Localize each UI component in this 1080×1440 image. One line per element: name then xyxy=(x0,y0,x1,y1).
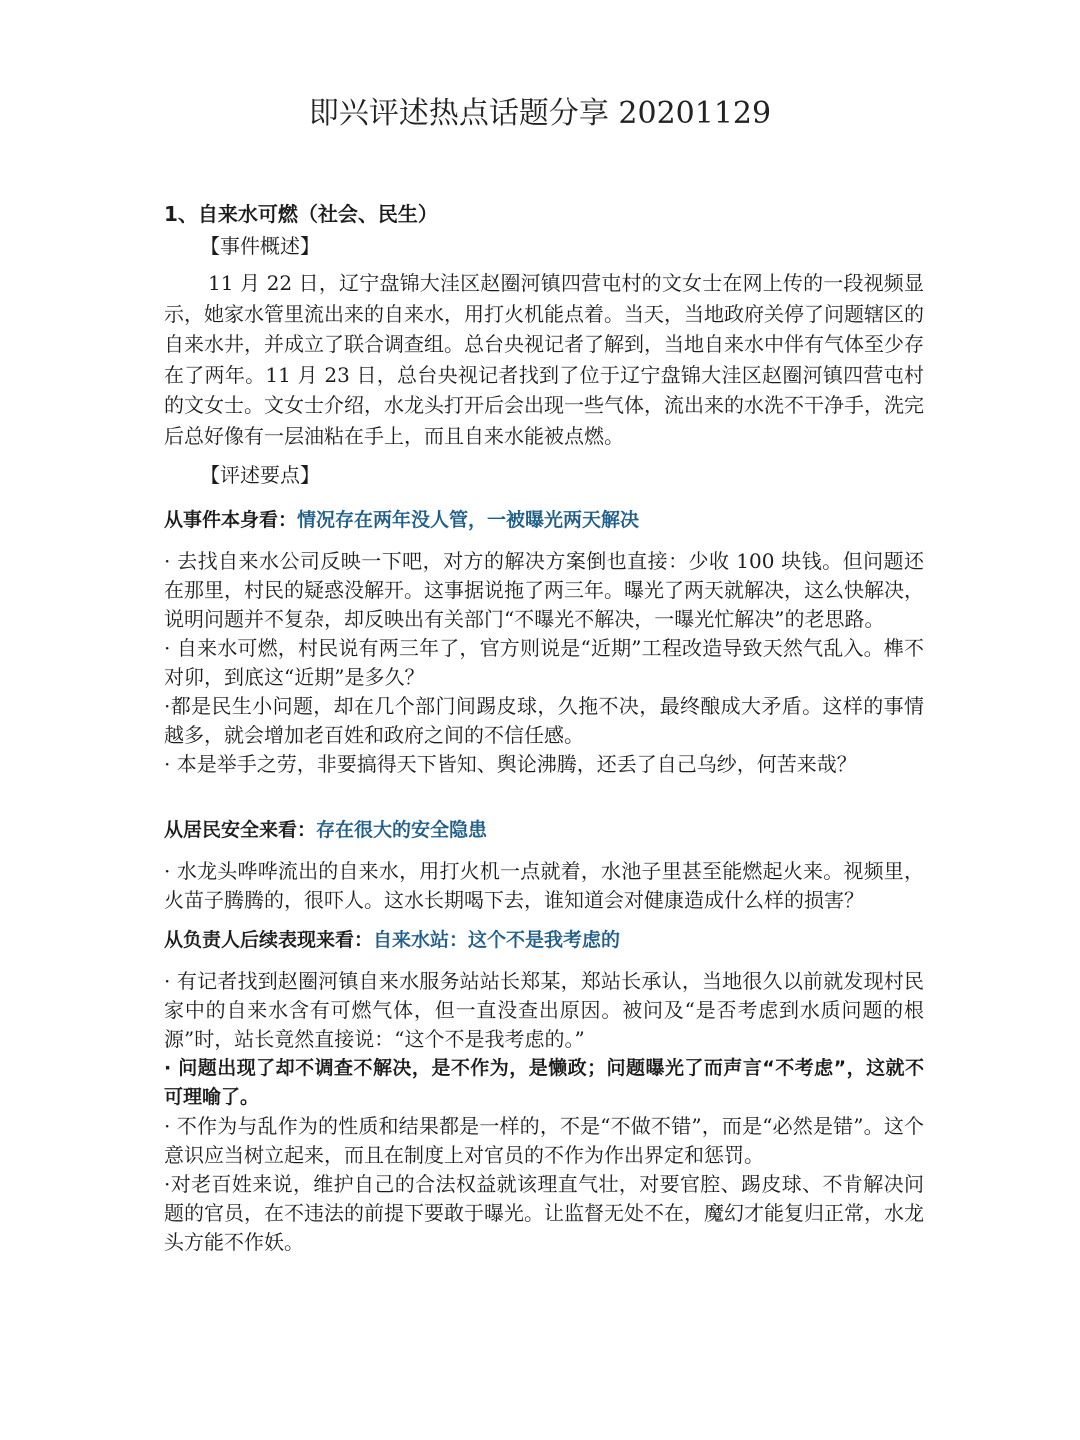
bullet-item: · 去找自来水公司反映一下吧，对方的解决方案倒也直接：少收 100 块钱。但问题还在那里，村民的疑惑没解开。这事据说拖了两三年。曝光了两天就解决，这么快解决，说明问题并不复杂，却反映出有关部门“不曝光不解决，一曝光忙解决”的老思路。 xyxy=(164,549,924,631)
bullet-item: ·对老百姓来说，维护自己的合法权益就该理直气壮，对要官腔、踢皮球、不肯解决问题的官员，在不违法的前提下要敢于曝光。让监督无处不在，魔幻才能复归正常，水龙头方能不作妖。 xyxy=(164,1172,924,1254)
section-heading: 1、自来水可燃（社会、民生） xyxy=(164,202,438,226)
bullet-item: · 本是举手之劳，非要搞得天下皆知、舆论沸腾，还丢了自己乌纱，何苦来哉？ xyxy=(164,752,857,776)
bullet-item: · 水龙头哗哗流出的自来水，用打火机一点就着，水池子里甚至能燃起火来。视频里，火苗子腾腾的，很吓人。这水长期喝下去，谁知道会对健康造成什么样的损害？ xyxy=(164,859,924,912)
bullet-item: · 不作为与乱作为的性质和结果都是一样的，不是“不做不错”，而是“必然是错”。这个意识应当树立起来，而且在制度上对官员的不作为作出界定和惩罚。 xyxy=(164,1114,924,1167)
bullet-item: · 有记者找到赵圈河镇自来水服务站站长郑某，郑站长承认，当地很久以前就发现村民家中的自来水含有可燃气体，但一直没查出原因。被问及“是否考虑到水质问题的根源”时，站长竟然直接说：“这个不是我考虑的。” xyxy=(164,969,924,1051)
subheading-highlight: 自来水站：这个不是我考虑的 xyxy=(373,929,621,951)
overview-label: 【事件概述】 xyxy=(200,234,320,258)
points-label: 【评述要点】 xyxy=(200,463,320,487)
subheading-lead: 从事件本身看： xyxy=(164,509,298,531)
document-title: 即兴评述热点话题分享 20201129 xyxy=(308,96,772,131)
bullet-item: · 自来水可燃，村民说有两三年了，官方则说是“近期”工程改造导致天然气乱入。榫不对卯，到底这“近期”是多久？ xyxy=(164,636,924,689)
subheading-safety xyxy=(164,815,924,845)
subheading-event xyxy=(164,505,924,535)
overview-paragraph: 11 月 22 日，辽宁盘锦大洼区赵圈河镇四营屯村的文女士在网上传的一段视频显示，她家水管里流出来的自来水，用打火机能点着。当天，当地政府关停了问题辖区的自来水井，并成立了联合调查组。总台央视记者了解到，当地自来水中伴有气体至少存在了两年。11 月 23 日，总台央视记者找到了位于辽宁盘锦大洼区赵圈河镇四营屯村的文女士。文女士介绍，水龙头打开后会出现一些气体，流出来的水洗不干净手，洗完后总好像有一层油粘在手上，而且自来水能被点燃。 xyxy=(164,271,924,448)
bullet-item-emphasis: · 问题出现了却不调查不解决，是不作为，是懒政；问题曝光了而声言“不考虑”，这就不可理喻了。 xyxy=(164,1057,924,1108)
subheading-lead: 从居民安全来看： xyxy=(164,819,317,841)
document-body xyxy=(164,198,924,1257)
subheading-highlight: 存在很大的安全隐患 xyxy=(316,819,488,841)
bullet-item: ·都是民生小问题，却在几个部门间踢皮球，久拖不决，最终酿成大矛盾。这样的事情越多，就会增加老百姓和政府之间的不信任感。 xyxy=(164,694,924,747)
subheading-response xyxy=(164,925,924,955)
subheading-lead: 从负责人后续表现来看： xyxy=(164,929,374,951)
subheading-highlight: 情况存在两年没人管，一被曝光两天解决 xyxy=(297,509,640,531)
